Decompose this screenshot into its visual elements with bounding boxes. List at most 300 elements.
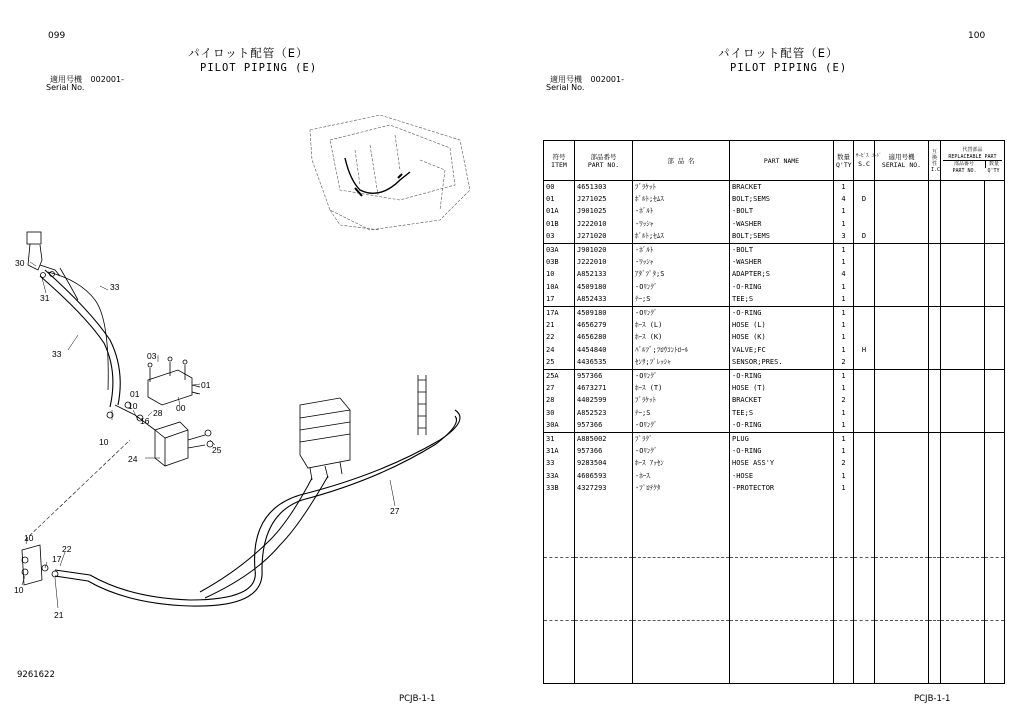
cell-serial <box>875 206 929 218</box>
cell-repl-partno <box>941 395 985 407</box>
left-serial-label-en: Serial No. <box>46 83 85 92</box>
cell-jp-name: ﾌﾟﾗｸﾞ <box>633 432 730 445</box>
cell-partno: A852133 <box>575 269 633 281</box>
table-row <box>544 382 1005 394</box>
table-row <box>544 181 1005 194</box>
cell-repl-partno <box>941 482 985 494</box>
cell-serial <box>875 243 929 256</box>
cell-part-name: -BOLT <box>730 243 834 256</box>
cell-repl-qty <box>985 281 1005 293</box>
cell-repl-qty <box>985 193 1005 205</box>
left-title-jp: パイロット配管（E） <box>188 46 309 60</box>
cell-serial <box>875 482 929 494</box>
cell-repl-qty <box>985 243 1005 256</box>
cell-repl-qty <box>985 269 1005 281</box>
table-row <box>544 407 1005 419</box>
cell-part-name: -O-RING <box>730 306 834 319</box>
cell-item: 27 <box>544 382 575 394</box>
cell-partno: 4509180 <box>575 281 633 293</box>
cell-qty: 1 <box>834 181 854 194</box>
cell-ic <box>929 432 941 445</box>
cell-repl-partno <box>941 432 985 445</box>
cell-serial <box>875 369 929 382</box>
cell-item: 25A <box>544 369 575 382</box>
callout: 28 <box>153 408 163 418</box>
cell-qty: 1 <box>834 332 854 344</box>
blank-row <box>544 557 1005 620</box>
cell-jp-name: ﾎｰｽ ｱｯｾﾝ <box>633 458 730 470</box>
cell-service-code <box>854 432 875 445</box>
cell-jp-name: ﾃｰ;S <box>633 407 730 419</box>
cell-qty: 1 <box>834 294 854 307</box>
cell-partno: A852523 <box>575 407 633 419</box>
table-row <box>544 218 1005 230</box>
cell-service-code <box>854 218 875 230</box>
cell-qty: 1 <box>834 218 854 230</box>
cell-repl-partno <box>941 269 985 281</box>
table-row <box>544 458 1005 470</box>
cell-partno: 4673271 <box>575 382 633 394</box>
cell-item: 24 <box>544 344 575 356</box>
callout: 33 <box>52 349 62 359</box>
cell-serial <box>875 256 929 268</box>
cell-jp-name: -ﾎｰｽ <box>633 470 730 482</box>
right-serial-label-jp: 適用号機 <box>550 75 582 84</box>
cell-item: 31A <box>544 445 575 457</box>
cell-part-name: BRACKET <box>730 395 834 407</box>
cell-item: 33 <box>544 458 575 470</box>
table-row <box>544 319 1005 331</box>
left-serial-block <box>46 75 124 92</box>
cell-partno: 957366 <box>575 419 633 432</box>
table-row <box>544 356 1005 369</box>
cell-jp-name: -ﾜｯｼｬ <box>633 256 730 268</box>
cell-repl-qty <box>985 344 1005 356</box>
cell-qty: 2 <box>834 395 854 407</box>
cell-ic <box>929 482 941 494</box>
cell-qty: 1 <box>834 445 854 457</box>
cell-jp-name: ﾎｰｽ (T) <box>633 382 730 394</box>
cell-qty: 1 <box>834 344 854 356</box>
cell-jp-name: ﾎﾞﾙﾄ;ｾﾑｽ <box>633 231 730 244</box>
cell-partno: 4402599 <box>575 395 633 407</box>
table-row <box>544 243 1005 256</box>
cell-ic <box>929 356 941 369</box>
right-footer-code: PCJB-1-1 <box>914 694 951 704</box>
cell-jp-name: ｾﾝｻ;ﾌﾟﾚｯｼｬ <box>633 356 730 369</box>
cell-partno: 4656280 <box>575 332 633 344</box>
callout: 10 <box>14 585 24 595</box>
cell-item: 25 <box>544 356 575 369</box>
cell-part-name: -BOLT <box>730 206 834 218</box>
cell-serial <box>875 294 929 307</box>
blank-row <box>544 620 1005 683</box>
cell-partno: 4327293 <box>575 482 633 494</box>
cell-serial <box>875 419 929 432</box>
cell-serial <box>875 218 929 230</box>
cell-item: 03 <box>544 231 575 244</box>
cell-partno: J901020 <box>575 243 633 256</box>
cell-qty: 1 <box>834 432 854 445</box>
callout: 10 <box>24 533 34 543</box>
cell-partno: 4509180 <box>575 306 633 319</box>
cell-qty: 1 <box>834 482 854 494</box>
cell-repl-partno <box>941 445 985 457</box>
cell-part-name: HOSE (K) <box>730 332 834 344</box>
cell-service-code <box>854 482 875 494</box>
cell-qty: 1 <box>834 419 854 432</box>
cell-service-code <box>854 281 875 293</box>
cell-qty: 4 <box>834 193 854 205</box>
cell-jp-name: ﾎｰｽ (K) <box>633 332 730 344</box>
cell-part-name: VALVE;FC <box>730 344 834 356</box>
cell-repl-partno <box>941 458 985 470</box>
cell-serial <box>875 356 929 369</box>
cell-jp-name: -ﾎﾞﾙﾄ <box>633 206 730 218</box>
cell-qty: 2 <box>834 458 854 470</box>
callout: 25 <box>212 445 222 455</box>
cell-serial <box>875 407 929 419</box>
drawing-number: 9261622 <box>17 670 55 680</box>
cell-repl-partno <box>941 382 985 394</box>
cell-repl-partno <box>941 306 985 319</box>
cell-serial <box>875 181 929 194</box>
cell-repl-partno <box>941 206 985 218</box>
cell-part-name: -WASHER <box>730 256 834 268</box>
cell-partno: A852433 <box>575 294 633 307</box>
cell-ic <box>929 306 941 319</box>
table-row <box>544 344 1005 356</box>
cell-serial <box>875 306 929 319</box>
cell-item: 21 <box>544 319 575 331</box>
cell-jp-name: -ﾜｯｼｬ <box>633 218 730 230</box>
callout: 17 <box>52 554 62 564</box>
cell-repl-partno <box>941 181 985 194</box>
cell-partno: 4606593 <box>575 470 633 482</box>
cell-repl-partno <box>941 332 985 344</box>
right-title-jp: パイロット配管（E） <box>718 46 839 60</box>
cell-ic <box>929 181 941 194</box>
cell-jp-name: -Oﾘﾝｸﾞ <box>633 281 730 293</box>
cell-part-name: SENSOR;PRES. <box>730 356 834 369</box>
cell-repl-partno <box>941 407 985 419</box>
cell-serial <box>875 269 929 281</box>
cell-jp-name: -Oﾘﾝｸﾞ <box>633 419 730 432</box>
cell-jp-name: ｱﾀﾞﾌﾟﾀ;S <box>633 269 730 281</box>
cell-ic <box>929 407 941 419</box>
table-row <box>544 294 1005 307</box>
cell-jp-name: ﾎｰｽ (L) <box>633 319 730 331</box>
cell-repl-qty <box>985 482 1005 494</box>
callout: 33 <box>110 282 120 292</box>
cell-qty: 1 <box>834 470 854 482</box>
cell-repl-partno <box>941 281 985 293</box>
table-row <box>544 369 1005 382</box>
cell-partno: J271025 <box>575 193 633 205</box>
cell-ic <box>929 294 941 307</box>
cell-ic <box>929 281 941 293</box>
cell-service-code <box>854 294 875 307</box>
cell-item: 10 <box>544 269 575 281</box>
cell-service-code <box>854 445 875 457</box>
pilot-piping-diagram <box>0 100 520 660</box>
parts-table <box>543 140 1005 684</box>
cell-ic <box>929 458 941 470</box>
cell-ic <box>929 369 941 382</box>
header-partno: 部品番号 PART NO. <box>575 141 633 181</box>
cell-part-name: -O-RING <box>730 419 834 432</box>
cell-service-code <box>854 306 875 319</box>
cell-item: 31 <box>544 432 575 445</box>
cell-repl-qty <box>985 395 1005 407</box>
cell-qty: 1 <box>834 281 854 293</box>
cell-serial <box>875 458 929 470</box>
cell-ic <box>929 445 941 457</box>
cell-repl-partno <box>941 231 985 244</box>
cell-ic <box>929 382 941 394</box>
callout: 27 <box>390 506 400 516</box>
cell-item: 22 <box>544 332 575 344</box>
cell-serial <box>875 231 929 244</box>
cell-service-code <box>854 419 875 432</box>
cell-repl-partno <box>941 193 985 205</box>
cell-service-code <box>854 206 875 218</box>
table-row <box>544 256 1005 268</box>
cell-repl-qty <box>985 218 1005 230</box>
cell-qty: 3 <box>834 231 854 244</box>
header-name-en: PART NAME <box>730 141 834 181</box>
left-title-en: PILOT PIPING (E) <box>200 62 318 74</box>
cell-service-code <box>854 356 875 369</box>
cell-item: 33A <box>544 470 575 482</box>
cell-service-code <box>854 407 875 419</box>
table-row <box>544 231 1005 244</box>
callout: 03 <box>147 351 157 361</box>
cell-ic <box>929 395 941 407</box>
table-row <box>544 482 1005 494</box>
callout: 10 <box>99 437 109 447</box>
cell-item: 30A <box>544 419 575 432</box>
cell-item: 17A <box>544 306 575 319</box>
table-row <box>544 419 1005 432</box>
cell-repl-qty <box>985 458 1005 470</box>
cell-repl-qty <box>985 256 1005 268</box>
cell-repl-qty <box>985 231 1005 244</box>
cell-serial <box>875 193 929 205</box>
header-replaceable: 代替部品 REPLACEABLE PART 部品番号 数量 PART NO. Q'TY <box>941 141 1005 181</box>
cell-jp-name: -Oﾘﾝｸﾞ <box>633 306 730 319</box>
cell-serial <box>875 281 929 293</box>
table-row <box>544 470 1005 482</box>
cell-repl-qty <box>985 445 1005 457</box>
table-row <box>544 269 1005 281</box>
cell-service-code <box>854 332 875 344</box>
cell-item: 00 <box>544 181 575 194</box>
cell-repl-qty <box>985 407 1005 419</box>
table-row <box>544 206 1005 218</box>
cell-repl-partno <box>941 470 985 482</box>
cell-item: 03B <box>544 256 575 268</box>
cell-item: 01A <box>544 206 575 218</box>
callout: 22 <box>62 544 72 554</box>
right-serial-label-en: Serial No. <box>546 83 585 92</box>
callout: 00 <box>176 403 186 413</box>
cell-repl-partno <box>941 344 985 356</box>
cell-ic <box>929 470 941 482</box>
cell-repl-partno <box>941 294 985 307</box>
cell-partno: A885002 <box>575 432 633 445</box>
cell-serial <box>875 319 929 331</box>
cell-qty: 1 <box>834 243 854 256</box>
cell-qty: 1 <box>834 206 854 218</box>
cell-repl-qty <box>985 382 1005 394</box>
cell-qty: 2 <box>834 356 854 369</box>
cell-service-code <box>854 181 875 194</box>
table-row <box>544 193 1005 205</box>
cell-part-name: -O-RING <box>730 369 834 382</box>
header-name-jp: 部 品 名 <box>633 141 730 181</box>
cell-repl-qty <box>985 181 1005 194</box>
cell-repl-qty <box>985 369 1005 382</box>
cell-repl-partno <box>941 256 985 268</box>
cell-serial <box>875 332 929 344</box>
blank-row <box>544 495 1005 558</box>
cell-service-code <box>854 269 875 281</box>
cell-item: 01 <box>544 193 575 205</box>
left-page-number: 099 <box>48 31 66 41</box>
cell-qty: 1 <box>834 369 854 382</box>
callout: 30 <box>15 258 25 268</box>
cell-repl-partno <box>941 218 985 230</box>
table-row <box>544 445 1005 457</box>
cell-ic <box>929 218 941 230</box>
left-serial-value: 002001- <box>90 75 124 84</box>
cell-partno: J222010 <box>575 218 633 230</box>
cell-part-name: BRACKET <box>730 181 834 194</box>
cell-repl-partno <box>941 369 985 382</box>
table-row <box>544 281 1005 293</box>
left-footer-code: PCJB-1-1 <box>399 694 436 704</box>
cell-serial <box>875 445 929 457</box>
header-serial: 適用号機 SERIAL NO. <box>875 141 929 181</box>
cell-service-code: D <box>854 193 875 205</box>
header-sc: ｻｰﾋﾞｽ ｺｰﾄﾞ S.C <box>854 141 875 181</box>
cell-partno: 4656279 <box>575 319 633 331</box>
cell-ic <box>929 256 941 268</box>
cell-part-name: BOLT;SEMS <box>730 231 834 244</box>
cell-jp-name: -ﾌﾟﾛﾃｸﾀ <box>633 482 730 494</box>
cell-part-name: -O-RING <box>730 445 834 457</box>
cell-repl-qty <box>985 356 1005 369</box>
cell-serial <box>875 470 929 482</box>
cell-service-code <box>854 319 875 331</box>
cell-repl-qty <box>985 306 1005 319</box>
cell-jp-name: ﾎﾞﾙﾄ;ｾﾑｽ <box>633 193 730 205</box>
cell-service-code <box>854 458 875 470</box>
cell-item: 33B <box>544 482 575 494</box>
cell-partno: J271020 <box>575 231 633 244</box>
table-row <box>544 432 1005 445</box>
cell-jp-name: -Oﾘﾝｸﾞ <box>633 369 730 382</box>
cell-repl-qty <box>985 319 1005 331</box>
cell-item: 17 <box>544 294 575 307</box>
cell-qty: 1 <box>834 256 854 268</box>
callout: 01 <box>130 389 140 399</box>
callout: 10 <box>128 401 138 411</box>
cell-service-code <box>854 470 875 482</box>
cell-qty: 1 <box>834 407 854 419</box>
cell-jp-name: ﾊﾞﾙﾌﾞ;ﾌﾛｳｺﾝﾄﾛｰﾙ <box>633 344 730 356</box>
cell-jp-name: -Oﾘﾝｸﾞ <box>633 445 730 457</box>
cell-service-code <box>854 243 875 256</box>
cell-item: 10A <box>544 281 575 293</box>
cell-service-code: D <box>854 231 875 244</box>
cell-partno: J901025 <box>575 206 633 218</box>
cell-ic <box>929 206 941 218</box>
right-serial-block <box>546 75 624 92</box>
cell-part-name: -PROTECTOR <box>730 482 834 494</box>
cell-repl-partno <box>941 243 985 256</box>
cell-item: 30 <box>544 407 575 419</box>
cell-serial <box>875 395 929 407</box>
cell-serial <box>875 344 929 356</box>
cell-part-name: -WASHER <box>730 218 834 230</box>
header-ic: 互換性 I.C <box>929 141 941 181</box>
excavator-outline <box>310 115 470 230</box>
left-serial-label-jp: 適用号機 <box>50 75 82 84</box>
cell-ic <box>929 419 941 432</box>
cell-part-name: TEE;S <box>730 294 834 307</box>
callout: 31 <box>40 293 50 303</box>
callout: 16 <box>140 416 150 426</box>
cell-part-name: HOSE (T) <box>730 382 834 394</box>
cell-partno: 4454840 <box>575 344 633 356</box>
cell-part-name: BOLT;SEMS <box>730 193 834 205</box>
callout: 21 <box>54 610 64 620</box>
header-qty: 数量 Q'TY <box>834 141 854 181</box>
callout: 01 <box>201 380 211 390</box>
cell-repl-qty <box>985 332 1005 344</box>
cell-part-name: HOSE (L) <box>730 319 834 331</box>
cell-serial <box>875 432 929 445</box>
table-row <box>544 306 1005 319</box>
cell-item: 01B <box>544 218 575 230</box>
cell-jp-name: ﾌﾞﾗｹｯﾄ <box>633 181 730 194</box>
cell-repl-partno <box>941 356 985 369</box>
cell-service-code <box>854 382 875 394</box>
cell-qty: 1 <box>834 382 854 394</box>
cell-jp-name: ﾌﾞﾗｹｯﾄ <box>633 395 730 407</box>
cell-part-name: TEE;S <box>730 407 834 419</box>
table-row <box>544 332 1005 344</box>
cell-repl-partno <box>941 319 985 331</box>
cell-repl-partno <box>941 419 985 432</box>
cell-item: 03A <box>544 243 575 256</box>
header-item: 符号 ITEM <box>544 141 575 181</box>
cell-service-code <box>854 369 875 382</box>
cell-ic <box>929 231 941 244</box>
callout: 24 <box>128 454 138 464</box>
cell-qty: 4 <box>834 269 854 281</box>
cell-service-code: H <box>854 344 875 356</box>
cell-ic <box>929 319 941 331</box>
cell-jp-name: ﾃｰ;S <box>633 294 730 307</box>
cell-item: 28 <box>544 395 575 407</box>
cell-part-name: HOSE ASS'Y <box>730 458 834 470</box>
cell-partno: J222010 <box>575 256 633 268</box>
cell-repl-qty <box>985 294 1005 307</box>
cell-repl-qty <box>985 206 1005 218</box>
